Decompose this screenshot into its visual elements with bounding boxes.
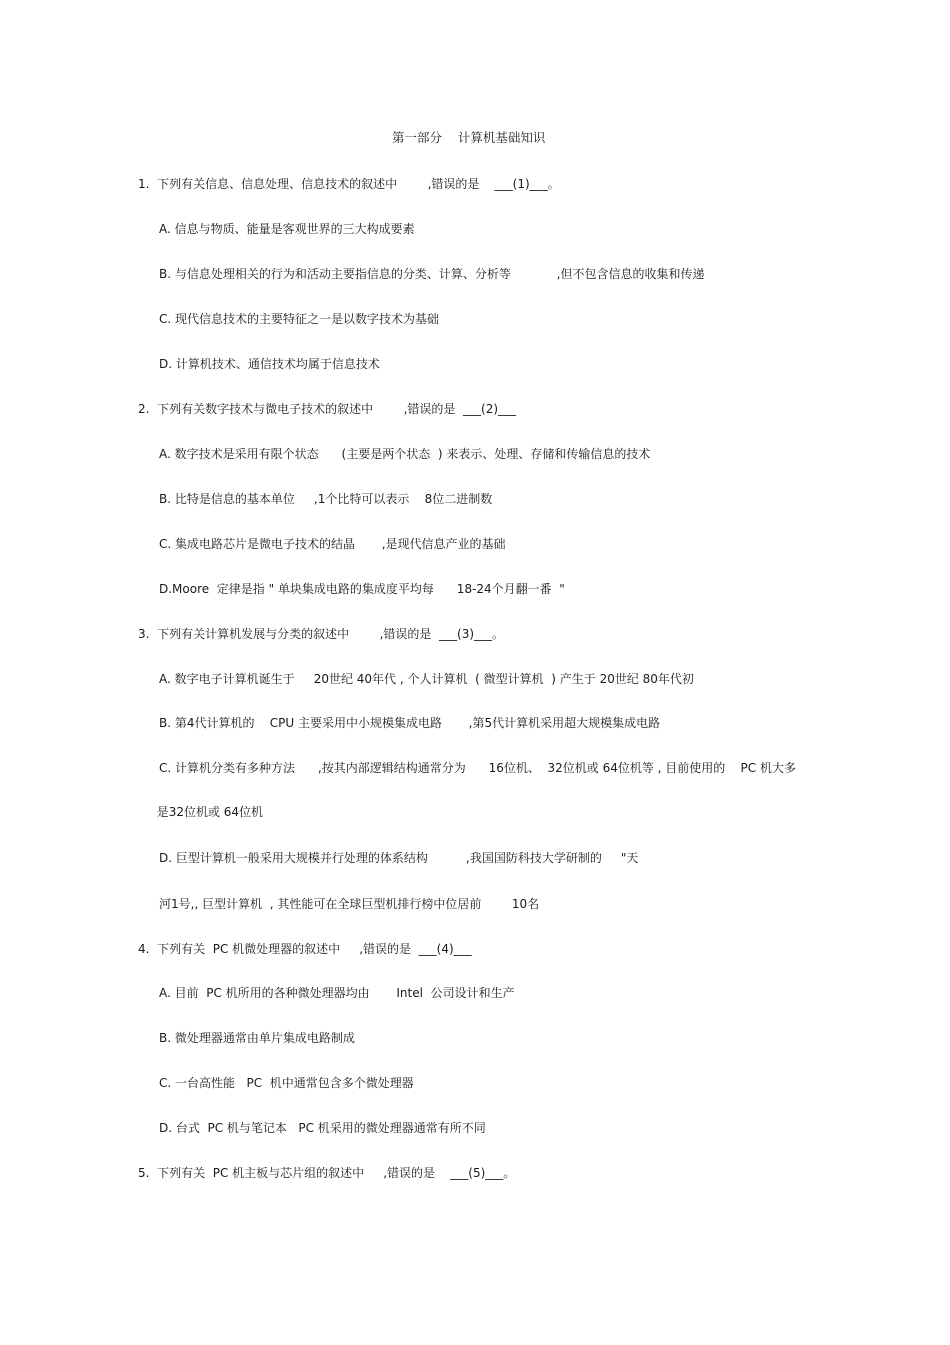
question-2-option-a: A. 数字技术是采用有限个状态 (主要是两个状态 ) 来表示、处理、存储和传输信息的技术 [159, 447, 651, 461]
question-2-stem: 2. 下列有关数字技术与微电子技术的叙述中 ,错误的是 ___(2)___ [138, 402, 517, 416]
question-1-stem: 1. 下列有关信息、信息处理、信息技术的叙述中 ,错误的是 ___(1)___。 [138, 177, 560, 191]
question-4-option-b: B. 微处理器通常由单片集成电路制成 [159, 1031, 355, 1045]
question-3-option-c-continued: 是32位机或 64位机 [130, 805, 264, 819]
question-3-option-c: C. 计算机分类有多种方法 ,按其内部逻辑结构通常分为 16位机、 32位机或 64位机等 , 目前使用的 PC 机大多 [159, 761, 796, 775]
question-4-stem: 4. 下列有关 PC 机微处理器的叙述中 ,错误的是 ___(4)___ [138, 942, 472, 956]
question-4-option-c: C. 一台高性能 PC 机中通常包含多个微处理器 [159, 1076, 414, 1090]
question-3-option-b: B. 第4代计算机的 CPU 主要采用中小规模集成电路 ,第5代计算机采用超大规模集成电路 [159, 716, 661, 730]
question-2-option-c: C. 集成电路芯片是微电子技术的结晶 ,是现代信息产业的基础 [159, 537, 506, 551]
question-1-option-d: D. 计算机技术、通信技术均属于信息技术 [159, 357, 380, 371]
question-3-option-a: A. 数字电子计算机诞生于 20世纪 40年代 , 个人计算机 ( 微型计算机 ) 产生于 20世纪 80年代初 [159, 672, 694, 686]
page-title: 第一部分 计算机基础知识 [392, 130, 546, 145]
question-1-option-c: C. 现代信息技术的主要特征之一是以数字技术为基础 [159, 312, 440, 326]
question-1-option-b: B. 与信息处理相关的行为和活动主要指信息的分类、计算、分析等 ,但不包含信息的收集和传递 [159, 267, 705, 281]
question-2-option-b: B. 比特是信息的基本单位 ,1个比特可以表示 8位二进制数 [159, 492, 493, 506]
question-3-stem: 3. 下列有关计算机发展与分类的叙述中 ,错误的是 ___(3)___。 [138, 627, 505, 641]
question-4-option-d: D. 台式 PC 机与笔记本 PC 机采用的微处理器通常有所不同 [159, 1121, 486, 1135]
question-2-option-d: D.Moore 定律是指 " 单块集成电路的集成度平均每 18-24个月翻一番 " [159, 582, 565, 596]
question-5-stem: 5. 下列有关 PC 机主板与芯片组的叙述中 ,错误的是 ___(5)___。 [138, 1166, 516, 1180]
question-4-option-a: A. 目前 PC 机所用的各种微处理器均由 Intel 公司设计和生产 [159, 986, 515, 1000]
question-1-option-a: A. 信息与物质、能量是客观世界的三大构成要素 [159, 222, 415, 236]
question-3-option-d: D. 巨型计算机一般采用大规模并行处理的体系结构 ,我国国防科技大学研制的 "天 [159, 851, 639, 865]
question-3-option-d-continued: 河1号,, 巨型计算机 , 其性能可在全球巨型机排行榜中位居前 10名 [159, 897, 540, 911]
